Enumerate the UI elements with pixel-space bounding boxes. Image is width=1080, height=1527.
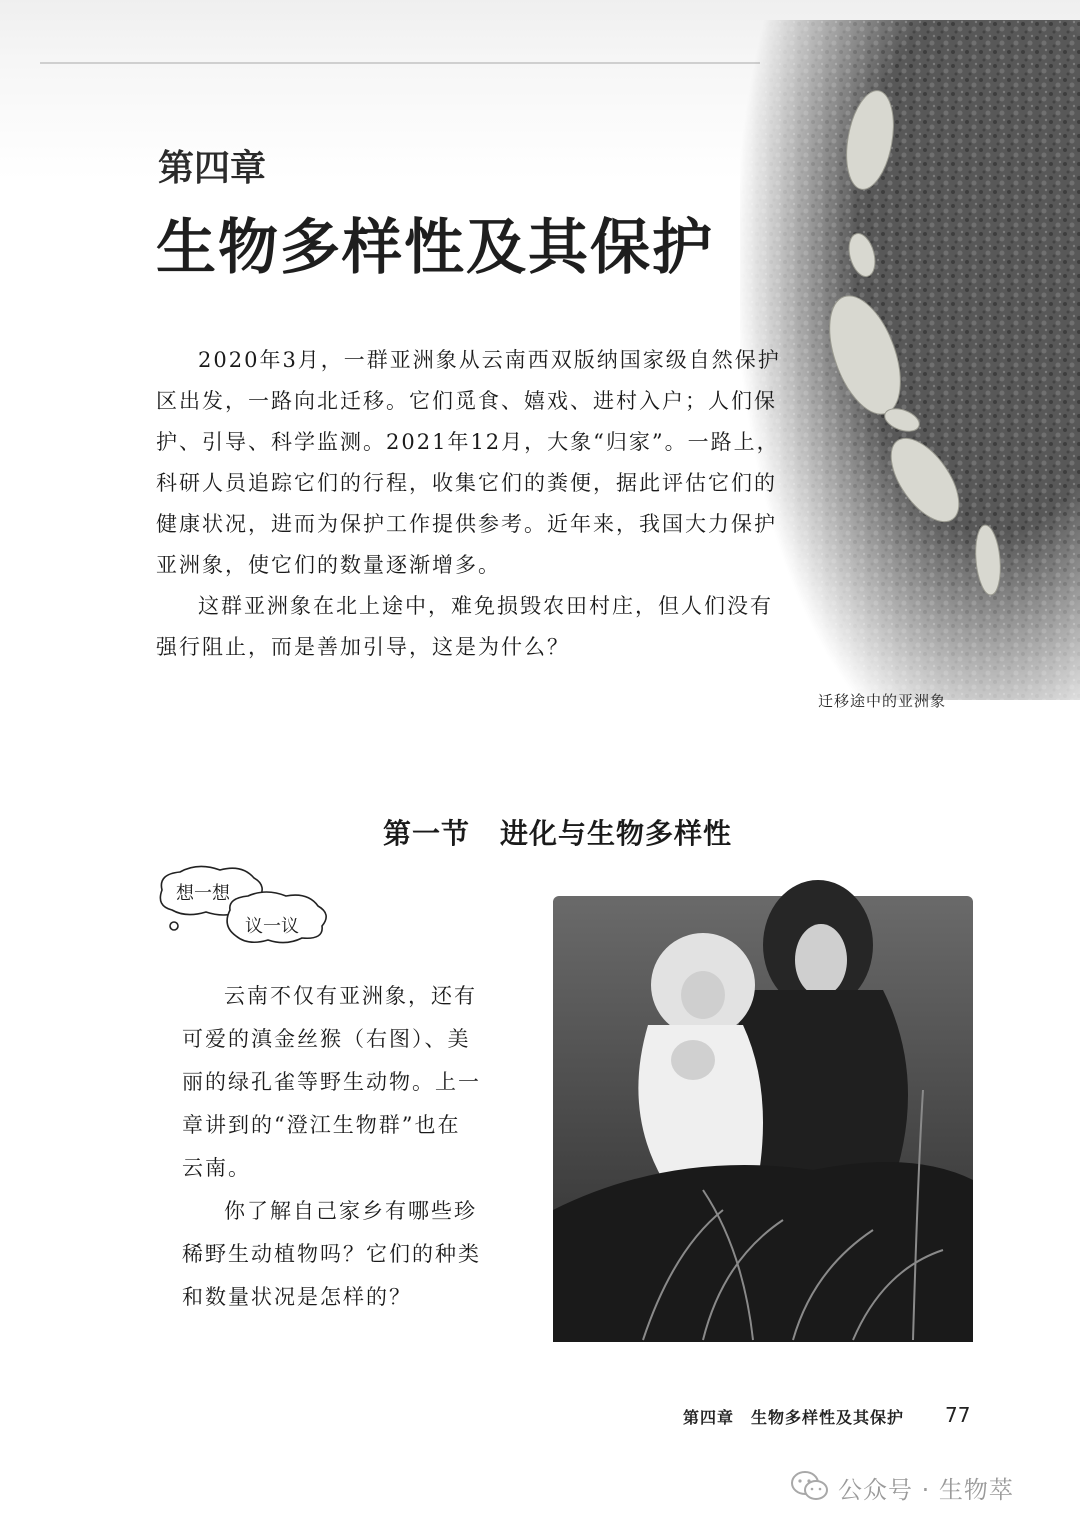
side-paragraph: 云南不仅有亚洲象，还有可爱的滇金丝猴（右图）、美丽的绿孔雀等野生动物。上一章讲到的“澄江生物群”也在云南。 — [182, 984, 481, 1180]
page-number: 77 — [945, 1403, 971, 1427]
intro-paragraph: 2020年3月，一群亚洲象从云南西双版纳国家级自然保护区出发，一路向北迁移。它们觅食、嬉戏、进村入户；人们保护、引导、科学监测。2021年12月，大象“归家”。一路上，科研人员追踪它们的行程，收集它们的粪便，据此评估它们的健康状况，进而为保护工作提供参考。近年来，我国大力保护亚洲象，使它们的数量逐渐增多。 — [156, 348, 781, 577]
intro-paragraph: 这群亚洲象在北上途中，难免损毁农田村庄，但人们没有强行阻止，而是善加引导，这是为什么？ — [156, 594, 773, 659]
monkey-photo — [553, 850, 973, 1342]
elephant-caption: 迁移途中的亚洲象 — [818, 692, 947, 710]
side-paragraph: 你了解自己家乡有哪些珍稀野生动植物吗？它们的种类和数量状况是怎样的？ — [182, 1199, 481, 1309]
section-heading — [383, 812, 732, 852]
watermark-text: 公众号 · 生物萃 — [838, 1476, 1014, 1504]
section-number: 第一节 — [383, 817, 471, 850]
side-text — [182, 975, 482, 1319]
top-rule — [40, 62, 760, 64]
wechat-icon — [790, 1470, 830, 1502]
footer-chapter-title: 第四章 生物多样性及其保护 — [683, 1408, 905, 1427]
chapter-title: 生物多样性及其保护 — [156, 213, 714, 283]
elephant-photo — [740, 20, 1080, 700]
discuss-label: 议一议 — [245, 916, 299, 937]
chapter-label: 第四章 — [158, 148, 267, 189]
intro-text — [156, 340, 781, 668]
think-label: 想一想 — [176, 883, 230, 904]
section-title: 进化与生物多样性 — [500, 817, 733, 850]
